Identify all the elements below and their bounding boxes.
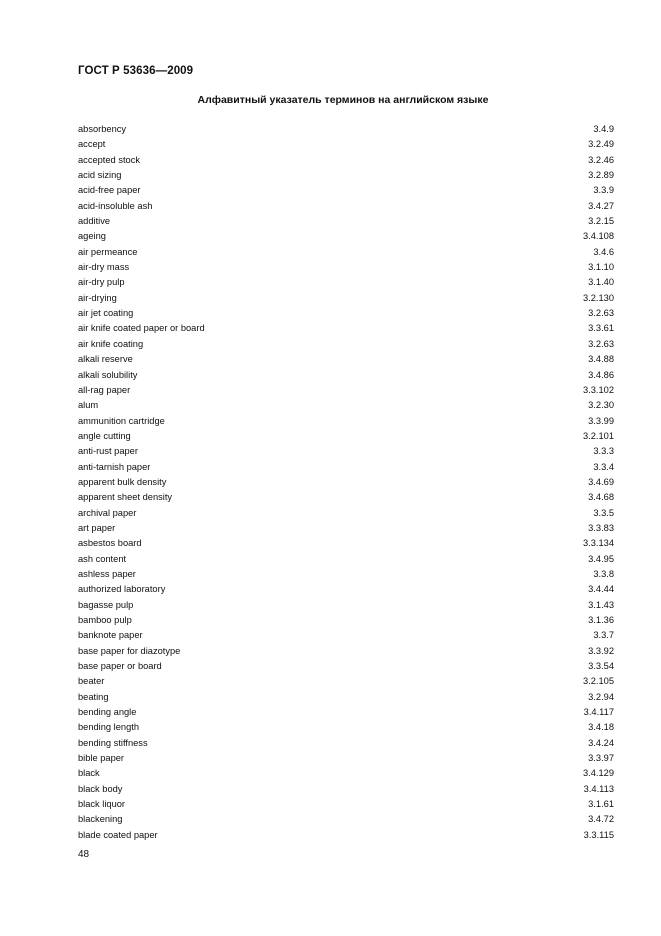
index-term: alum	[78, 400, 99, 411]
index-term: ashless paper	[78, 568, 136, 579]
index-entry	[78, 475, 614, 490]
index-entry	[78, 812, 614, 827]
index-entry	[78, 751, 614, 766]
index-reference: 3.4.113	[583, 783, 614, 794]
index-reference: 3.3.61	[588, 323, 614, 334]
index-title: Алфавитный указатель терминов на английском языке	[197, 94, 489, 106]
index-term: air-drying	[78, 292, 117, 303]
index-term: air jet coating	[78, 308, 134, 319]
index-term: base paper for diazotype	[78, 645, 181, 656]
index-reference: 3.4.9	[593, 124, 614, 134]
index-reference: 3.3.92	[588, 645, 614, 656]
index-entry	[78, 321, 614, 336]
index-reference: 3.2.105	[582, 676, 614, 687]
index-reference: 3.2.130	[582, 292, 614, 303]
index-entry	[78, 275, 614, 290]
index-entry	[78, 506, 614, 521]
index-term: air-dry pulp	[78, 277, 125, 288]
index-term: apparent bulk density	[78, 476, 167, 487]
page-number: 48	[78, 849, 90, 860]
index-reference: 3.1.10	[588, 262, 614, 273]
index-reference: 3.3.102	[582, 384, 614, 395]
index-reference: 3.2.89	[588, 170, 614, 181]
index-term: air permeance	[78, 246, 138, 257]
index-term: black liquor	[78, 799, 126, 810]
index-entry	[78, 260, 614, 275]
index-entry	[78, 797, 614, 812]
index-term: ammunition cartridge	[78, 415, 165, 426]
index-entry	[78, 521, 614, 536]
index-entry	[78, 137, 614, 152]
index-reference: 3.3.54	[588, 661, 614, 672]
index-entry	[78, 398, 614, 413]
index-term: air knife coated paper or board	[78, 323, 205, 334]
index-term: apparent sheet density	[78, 492, 173, 503]
index-reference: 3.3.5	[593, 507, 614, 518]
index-entry	[78, 352, 614, 367]
index-entry	[78, 659, 614, 674]
index-term: bending length	[78, 722, 140, 733]
index-term: archival paper	[78, 507, 137, 518]
index-reference: 3.3.9	[593, 185, 614, 196]
index-reference: 3.4.129	[582, 768, 614, 779]
index-reference: 3.1.36	[588, 615, 614, 625]
index-reference: 3.3.3	[593, 446, 614, 457]
index-entry	[78, 291, 614, 306]
index-term: bending angle	[78, 707, 137, 718]
index-term: anti-rust paper	[78, 446, 138, 457]
index-reference: 3.2.94	[588, 691, 614, 702]
index-entry	[78, 613, 614, 628]
index-term: bible paper	[78, 753, 125, 764]
index-reference: 3.4.44	[588, 584, 614, 595]
index-term: all-rag paper	[78, 384, 131, 395]
index-reference: 3.4.72	[588, 814, 614, 825]
index-term: alkali reserve	[78, 354, 133, 365]
index-reference: 3.4.68	[588, 492, 614, 503]
index-term: ageing	[78, 231, 106, 242]
index-entry	[78, 122, 614, 137]
index-reference: 3.4.6	[593, 246, 614, 257]
index-reference: 3.3.115	[583, 829, 614, 840]
index-term: black	[78, 768, 100, 779]
index-entry	[78, 536, 614, 551]
index-term: acid-free paper	[78, 185, 141, 196]
index-reference: 3.2.30	[588, 400, 614, 411]
index-reference: 3.3.97	[588, 753, 614, 764]
index-reference: 3.3.99	[588, 415, 614, 426]
index-term: additive	[78, 216, 111, 227]
index-entry	[78, 429, 614, 444]
index-entry	[78, 628, 614, 643]
index-term: anti-tarnish paper	[78, 461, 151, 472]
index-entry	[78, 828, 614, 843]
index-entry	[78, 214, 614, 229]
term-index-list	[78, 122, 614, 843]
index-entry	[78, 229, 614, 244]
index-term: bending stiffness	[78, 737, 148, 748]
index-entry	[78, 598, 614, 613]
index-reference: 3.3.134	[582, 538, 614, 549]
index-entry	[78, 444, 614, 459]
index-term: asbestos board	[78, 538, 142, 549]
index-term: authorized laboratory	[78, 584, 166, 595]
index-term: acid sizing	[78, 170, 122, 181]
index-reference: 3.4.86	[588, 369, 614, 380]
index-term: bagasse pulp	[78, 599, 134, 610]
index-reference: 3.2.49	[588, 139, 614, 150]
index-term: black body	[78, 783, 123, 794]
index-reference: 3.3.8	[593, 568, 614, 579]
index-reference: 3.4.95	[588, 553, 614, 564]
index-reference: 3.2.63	[588, 338, 614, 349]
index-reference: 3.4.27	[588, 200, 614, 211]
index-reference: 3.4.108	[582, 231, 614, 242]
index-term: acid-insoluble ash	[78, 200, 153, 211]
index-reference: 3.2.15	[588, 216, 614, 227]
index-reference: 3.2.101	[582, 430, 614, 441]
index-entry	[78, 736, 614, 751]
index-entry	[78, 690, 614, 705]
index-term: blade coated paper	[78, 829, 158, 840]
index-entry	[78, 383, 614, 398]
index-term: accepted stock	[78, 154, 141, 165]
index-reference: 3.2.63	[588, 308, 614, 319]
index-reference: 3.3.7	[593, 630, 614, 641]
index-reference: 3.4.24	[588, 737, 614, 748]
index-entry	[78, 306, 614, 321]
index-entry	[78, 552, 614, 567]
index-entry	[78, 720, 614, 735]
index-term: beating	[78, 691, 109, 702]
index-entry	[78, 705, 614, 720]
index-term: absorbency	[78, 124, 127, 134]
index-reference: 3.4.117	[583, 707, 614, 718]
index-reference: 3.1.40	[588, 277, 614, 288]
index-reference: 3.4.18	[588, 722, 614, 733]
index-term: angle cutting	[78, 430, 131, 441]
index-term: blackening	[78, 814, 123, 825]
index-reference: 3.4.69	[588, 476, 614, 487]
index-reference: 3.3.83	[588, 522, 614, 533]
index-entry	[78, 183, 614, 198]
index-term: air-dry mass	[78, 262, 130, 273]
index-reference: 3.3.4	[593, 461, 614, 472]
index-term: ash content	[78, 553, 127, 564]
index-entry	[78, 368, 614, 383]
index-term: banknote paper	[78, 630, 143, 641]
index-entry	[78, 782, 614, 797]
index-term: accept	[78, 139, 106, 150]
index-entry	[78, 490, 614, 505]
document-code: ГОСТ Р 53636—2009	[78, 65, 194, 77]
index-term: beater	[78, 676, 105, 687]
index-reference: 3.1.61	[588, 799, 614, 810]
index-entry	[78, 199, 614, 214]
index-term: art paper	[78, 522, 116, 533]
index-entry	[78, 582, 614, 597]
index-entry	[78, 245, 614, 260]
index-reference: 3.2.46	[588, 154, 614, 165]
index-entry	[78, 337, 614, 352]
index-entry	[78, 168, 614, 183]
index-reference: 3.1.43	[588, 599, 614, 610]
index-term: alkali solubility	[78, 369, 138, 380]
index-entry	[78, 460, 614, 475]
index-entry	[78, 674, 614, 689]
index-term: bamboo pulp	[78, 615, 132, 625]
index-reference: 3.4.88	[588, 354, 614, 365]
index-term: air knife coating	[78, 338, 144, 349]
index-entry	[78, 414, 614, 429]
index-entry	[78, 644, 614, 659]
index-term: base paper or board	[78, 661, 162, 672]
index-entry	[78, 766, 614, 781]
index-entry	[78, 567, 614, 582]
index-entry	[78, 153, 614, 168]
